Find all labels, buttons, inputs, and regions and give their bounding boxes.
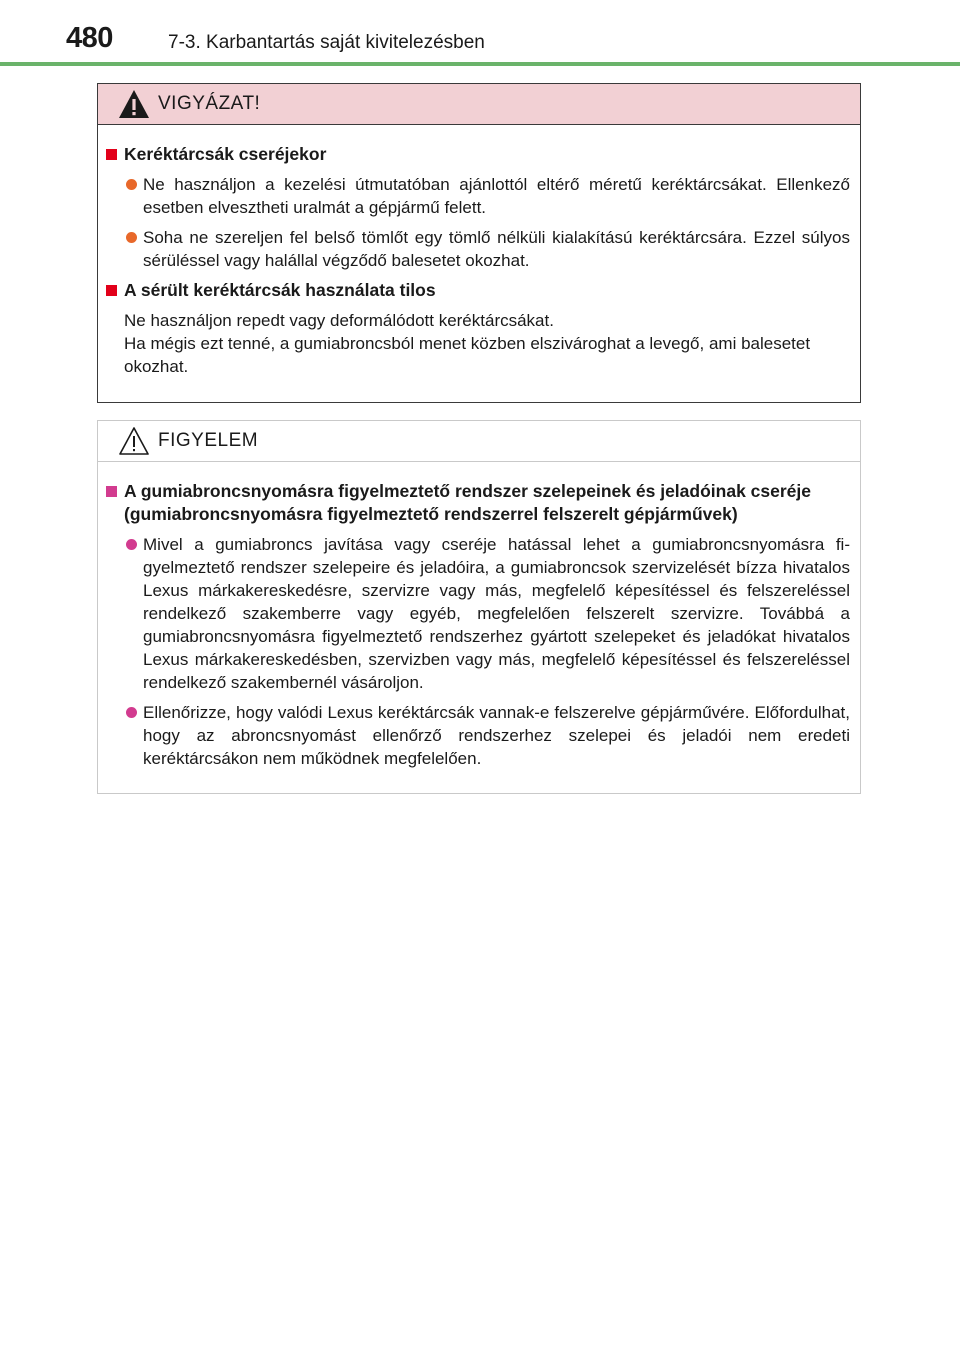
round-bullet-icon [126, 539, 137, 550]
square-bullet-icon [106, 149, 117, 160]
notice-box-body [98, 462, 860, 770]
section-heading [106, 480, 850, 526]
warning-box-body [98, 125, 860, 378]
list-item-text: Soha ne szereljen fel belső tömlőt egy tömlő nélküli kialakítású keréktárcsára. Ezzel súlyos sérüléssel vagy halállal végződő balesetet okozhat. [143, 228, 850, 270]
warning-box-header [98, 84, 860, 125]
caution-outline-triangle-icon [117, 425, 151, 457]
page-number: 480 [66, 22, 113, 54]
section-heading-text: Keréktárcsák cseréjekor [124, 144, 327, 164]
warning-box-title: VIGYÁZAT! [158, 93, 261, 114]
list-item [106, 226, 850, 272]
list-item [106, 173, 850, 219]
section-heading-text: A gumiabroncsnyomásra figyelmeztető rendszer szelepeinek és jeladóinak cseréje (gumiabroncsnyomásra figyelmeztető rendszerrel felszerelt gépjárművek) [124, 481, 811, 524]
list-item [106, 701, 850, 770]
list-item-text: Ellenőrizze, hogy valódi Lexus keréktárcsák vannak-e felszerelve gépjárművére. Előfordulhat, hogy az abroncsnyomást ellenőrző rendszerhez szelepei és jeladói nem eredeti keréktárcsákon nem működnek megfelelően. [143, 703, 850, 768]
square-bullet-icon [106, 285, 117, 296]
notice-box [97, 420, 861, 794]
warning-triangle-icon [117, 88, 151, 120]
warning-box [97, 83, 861, 403]
section-heading-text: A sérült keréktárcsák használata tilos [124, 280, 436, 300]
round-bullet-icon [126, 232, 137, 243]
section-title: 7-3. Karbantartás saját kivitelezésben [168, 32, 485, 53]
round-bullet-icon [126, 707, 137, 718]
paragraph-line: Ha mégis ezt tenné, a gumiabroncsból menet közben elszivároghat a levegő, ami balesetet okozhat. [124, 334, 811, 376]
paragraph-line: Ne használjon repedt vagy deformálódott keréktárcsákat. [124, 311, 554, 330]
section-heading [106, 143, 850, 166]
square-bullet-icon [106, 486, 117, 497]
list-item-text: Mivel a gumiabroncs javítása vagy cseréje hatással lehet a gumiabroncsnyomásra figyelmeztető rendszer szelepeire és jeladóira, a gumiabroncsok szervizelését bízza hivatalos Lexus márkakereskedésre, szervizre vagy más, megfelelő képesítéssel és felszereléssel rendelkező szakemberre vagy egyéb, megfelelően felszerelt szervizre. Továbbá a gumiabroncsnyomásra figyelmeztető rendszerhez gyártott szelepeket és jeladókat hivatalos Lexus márkakereskedésben, szervizben vagy más, megfelelő képesítéssel és felszereléssel rendelkező szakembernél vásároljon. [143, 535, 850, 692]
page-header [0, 0, 960, 70]
section-heading [106, 279, 850, 302]
header-divider [0, 62, 960, 66]
notice-box-header [98, 421, 860, 462]
paragraph [106, 309, 850, 378]
notice-box-title: FIGYELEM [158, 430, 259, 451]
round-bullet-icon [126, 179, 137, 190]
list-item-text: Ne használjon a kezelési útmutatóban ajánlottól eltérő méretű keréktárcsákat. Ellenkező esetben elvesztheti uralmát a gépjármű felett. [143, 175, 850, 217]
list-item [106, 533, 850, 694]
